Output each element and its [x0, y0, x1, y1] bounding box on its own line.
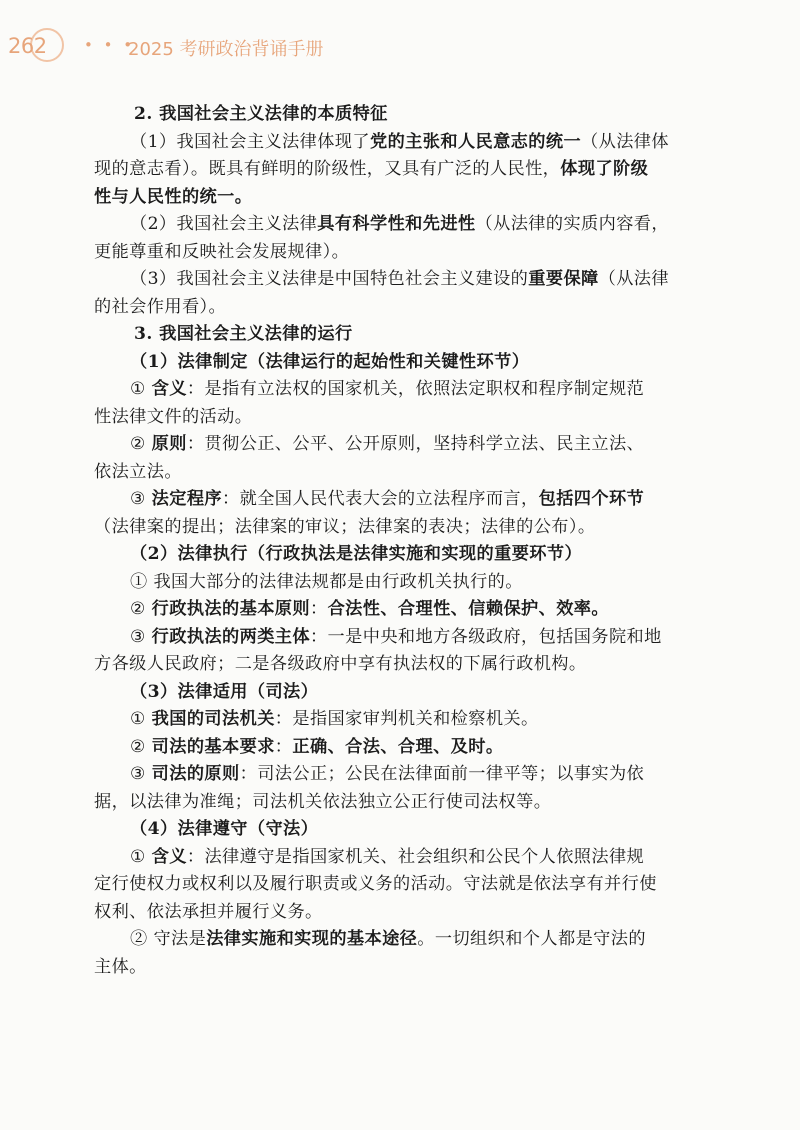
emphasis: 重要保障 [528, 269, 599, 289]
s2-paragraph-1: （1）我国社会主义法律体现了党的主张和人民意志的统一（从法律体 现的意志看）。既具有鲜明的阶级性，又具有广泛的人民性，体现了阶级 性与人民性的统一。 [94, 131, 669, 207]
subsection-4-title: （4）法律遵守（守法） [130, 819, 319, 839]
emphasis: 具有科学性和先进性 [317, 214, 476, 234]
s3-3-item-3: ③ 司法的原则：司法公正；公民在法律面前一律平等；以事实为依 据，以法律为准绳；司法机关依法独立公正行使司法权等。 [94, 764, 645, 812]
s3-2-item-2: ② 行政执法的基本原则：合法性、合理性、信赖保护、效率。 [130, 599, 609, 619]
page-number: 262 [8, 34, 47, 58]
emphasis: 性与人民性的统一。 [94, 186, 253, 207]
page-header [0, 28, 800, 68]
s3-2-item-1: ① 我国大部分的法律法规都是由行政机关执行的。 [130, 571, 523, 592]
emphasis: 党的主张和人民意志的统一 [369, 131, 582, 152]
s3-4-item-2: ② 守法是法律实施和实现的基本途径。一切组织和个人都是守法的 主体。 [94, 929, 646, 977]
s3-3-item-1: ① 我国的司法机关：是指国家审判机关和检察机关。 [130, 709, 539, 729]
section-2-title: 2. 我国社会主义法律的本质特征 [134, 104, 388, 124]
page-content [94, 101, 714, 981]
subsection-3-title: （3）法律适用（司法） [130, 681, 319, 702]
book-title: 2025 考研政治背诵手册 [128, 39, 324, 60]
s3-4-item-1: ① 含义：法律遵守是指国家机关、社会组织和公民个人依照法律规 定行使权力或权利以及履行职责或义务的活动。守法就是依法享有并行使 权利、依法承担并履行义务。 [94, 846, 657, 922]
s2-paragraph-3: （3）我国社会主义法律是中国特色社会主义建设的重要保障（从法律 的社会作用看）。 [94, 269, 669, 317]
subsection-1-title: （1）法律制定（法律运行的起始性和关键性环节） [130, 351, 530, 372]
header-dots: • • • [84, 36, 136, 54]
s3-1-item-2: ② 原则：贯彻公正、公平、公开原则，坚持科学立法、民主立法、 依法立法。 [94, 434, 645, 482]
s3-2-item-3: ③ 行政执法的两类主体：一是中央和地方各级政府，包括国务院和地 方各级人民政府；二是各级政府中享有执法权的下属行政机构。 [94, 626, 662, 674]
s2-paragraph-2: （2）我国社会主义法律具有科学性和先进性（从法律的实质内容看， 更能尊重和反映社会发展规律）。 [94, 214, 669, 262]
emphasis: 体现了阶级 [560, 159, 649, 179]
subsection-2-title: （2）法律执行（行政执法是法律实施和实现的重要环节） [130, 544, 583, 564]
s3-1-item-1: ① 含义：是指有立法权的国家机关，依照法定职权和程序制定规范 性法律文件的活动。 [94, 379, 645, 427]
s3-1-item-3: ③ 法定程序：就全国人民代表大会的立法程序而言，包括四个环节 （法律案的提出；法律案的审议；法律案的表决；法律的公布）。 [94, 489, 645, 537]
s3-3-item-2: ② 司法的基本要求：正确、合法、合理、及时。 [130, 736, 504, 757]
section-3-title: 3. 我国社会主义法律的运行 [134, 324, 353, 344]
